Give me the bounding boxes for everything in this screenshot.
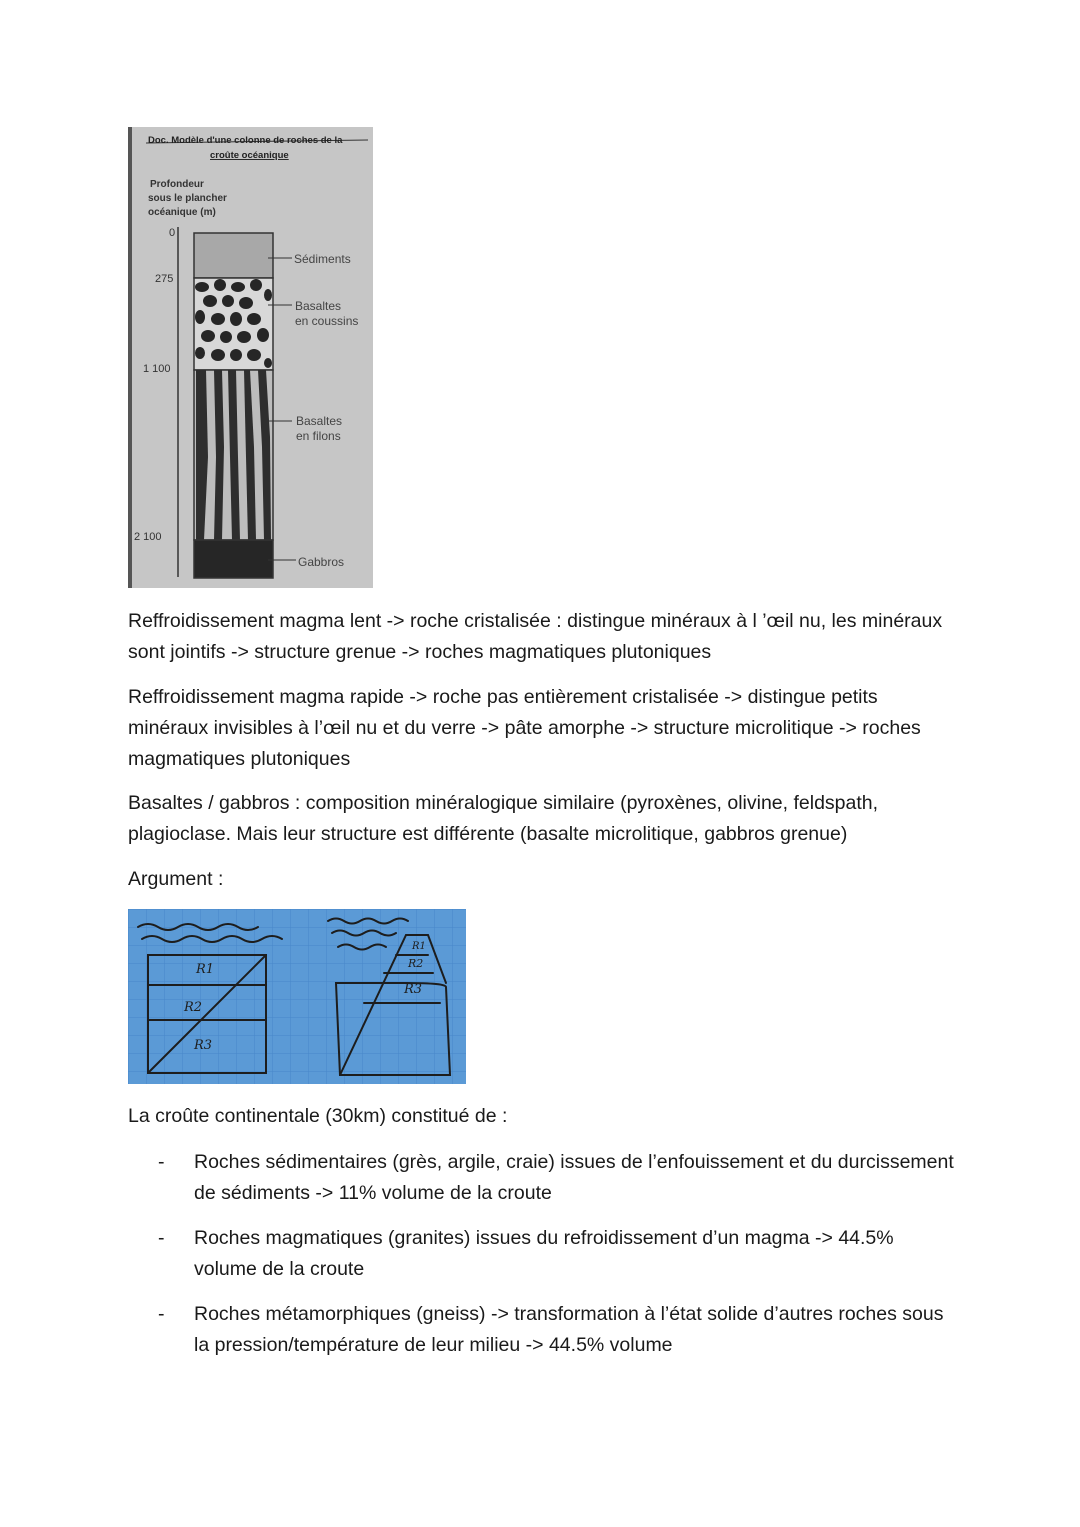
layer-pillow-label-1: Basaltes [295, 299, 342, 313]
sketch-left-label-r1: R1 [196, 962, 215, 977]
list-item-text: Roches sédimentaires (grès, argile, craie) issues de l’enfouissement et du durcissement de sédiments -> 11% volume de la croute [194, 1151, 954, 1204]
layer-dykes-label-1: Basaltes [296, 414, 343, 428]
sketch-left-label-r3: R3 [194, 1038, 213, 1053]
tick-label-1: 275 [155, 273, 174, 285]
list-item [128, 1223, 958, 1285]
list-item [128, 1147, 958, 1209]
sketch-right-label-r2: R2 [408, 957, 424, 970]
list-bullet-dash: - [158, 1151, 165, 1173]
rock-column-figure [128, 127, 373, 588]
sketch-right-label-r3: R3 [404, 982, 423, 997]
list-item-text: Roches magmatiques (granites) issues du refroidissement d’un magma -> 44.5% volume de la croute [194, 1227, 894, 1280]
list-bullet-dash: - [158, 1303, 165, 1325]
tick-label-0: 0 [169, 227, 176, 239]
layer-gabbros-label: Gabbros [298, 555, 345, 569]
paragraph-argument: Argument : [128, 868, 224, 890]
layer-dykes-label-2: en filons [296, 429, 341, 443]
figure-title-line2: croûte océanique [210, 150, 289, 161]
list-bullet-dash: - [158, 1227, 165, 1249]
tick-label-2: 1 100 [143, 363, 171, 375]
rock-types-list [128, 1147, 958, 1375]
layer-sediments-label: Sédiments [294, 252, 351, 266]
argument-sketch-figure [128, 909, 466, 1084]
paragraph-basalt-gabbro: Basaltes / gabbros : composition minéralogique similaire (pyroxènes, olivine, feldspath, plagioclase. Mais leur structure est différente (basalte microlitique, gabbros grenue) [128, 792, 879, 845]
sketch-right-label-r1: R1 [412, 941, 426, 952]
list-item-text: Roches métamorphiques (gneiss) -> transformation à l’état solide d’autres roches sous la pression/température de leur milieu -> 44.5% volume [194, 1303, 944, 1356]
paragraph-fast-cooling: Reffroidissement magma rapide -> roche pas entièrement cristalisée -> distingue petits minéraux invisibles à l’œil nu et du verre -> pâte amorphe -> structure microlitique -> roches magmatiques plutoniques [128, 686, 921, 770]
tick-label-3: 2 100 [134, 531, 162, 543]
sketch-left-label-r2: R2 [184, 1000, 203, 1015]
paragraph-slow-cooling: Reffroidissement magma lent -> roche cristalisée : distingue minéraux à l ’œil nu, les minéraux sont jointifs -> structure grenue -> roches magmatiques plutoniques [128, 610, 943, 663]
axis-label-line3: océanique (m) [148, 207, 216, 218]
axis-label-line1: Profondeur [150, 179, 204, 190]
axis-label-line2: sous le plancher [148, 193, 227, 204]
layer-pillow-label-2: en coussins [295, 314, 359, 328]
figure-title-line1: Doc. Modèle d'une colonne de roches de la [148, 135, 343, 146]
list-item [128, 1299, 958, 1361]
paragraph-continental-crust: La croûte continentale (30km) constitué de : [128, 1105, 508, 1127]
